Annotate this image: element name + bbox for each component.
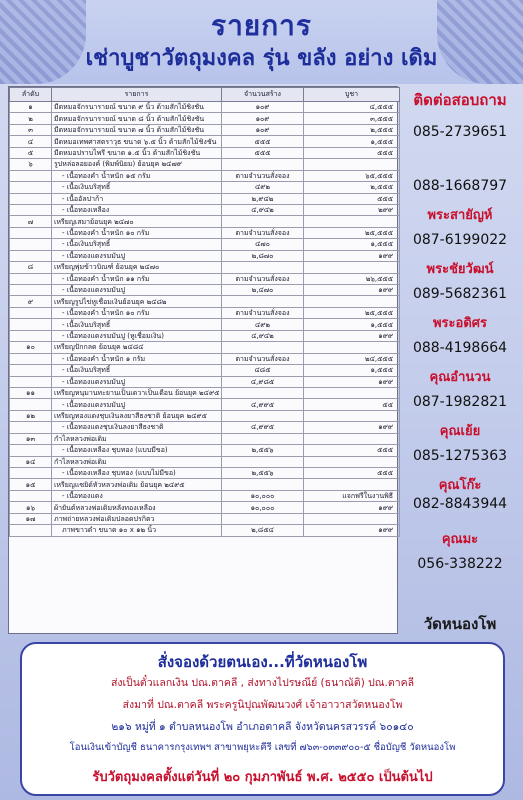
contact-phone[interactable]: 082-8843944 <box>412 496 508 512</box>
table-row <box>10 250 400 261</box>
cell-qty: ๔,๙๙๕ <box>222 399 304 410</box>
cell-qty <box>222 479 304 490</box>
cell-no <box>10 365 52 376</box>
cell-no <box>10 239 52 250</box>
cell-item: - เนื้อทองคำ น้ำหนัก ๑๐ กรัม <box>52 227 222 238</box>
cell-item: - เนื้อทองแดงชุบเงินลงยาสีธงชาติ <box>52 422 222 433</box>
header-banner <box>0 0 523 84</box>
cell-qty: ๒,๙๔๒ <box>222 193 304 204</box>
table-row <box>10 456 400 467</box>
cell-item: ผ้ายันต์หลวงพ่อเดิมหลังทองเหลือง <box>52 502 222 513</box>
table-row <box>10 296 400 307</box>
cell-no <box>10 376 52 387</box>
footer-heading: สั่งจองด้วยตนเอง...ที่วัดหนองโพ <box>157 653 368 671</box>
table-row <box>10 490 400 501</box>
contact-name: คุณอำนวน <box>429 370 491 385</box>
cell-qty <box>222 159 304 170</box>
footer-bank-account: โอนเงินเข้าบัญชี ธนาคารกรุงเทพฯ สาขาพยุหะคีรี เลขที่ ๗๖๓-๐๓๓๙๐๐-๕ ชื่อบัญชี วัดหนองโพ <box>69 742 456 753</box>
cell-price: ๑๙๙ <box>304 502 400 513</box>
cell-item: เหรียญพุ่มข้าวบิณฑ์ ย้อนยุค ๒๔๗๐ <box>52 262 222 273</box>
cell-price: ๒,๕๕๕ <box>304 124 400 135</box>
cell-qty: ตามจำนวนสั่งจอง <box>222 273 304 284</box>
temple-name: วัดหนองโพ <box>423 615 497 633</box>
table-row <box>10 525 400 536</box>
cell-no: ๑๗ <box>10 513 52 524</box>
table-row <box>10 479 400 490</box>
column-header-qty: จำนวนสร้าง <box>222 88 304 102</box>
cell-item: - เนื้อเงินบริสุทธิ์ <box>52 319 222 330</box>
cell-price: ๒๕,๕๕๕ <box>304 307 400 318</box>
cell-no <box>10 422 52 433</box>
cell-item: เหรียญแซยิด์หัวหลวงพ่อเดิม ย้อนยุค ๒๔๙๕ <box>52 479 222 490</box>
cell-item: กำไลหลวงพ่อเดิม <box>52 433 222 444</box>
cell-item: มีดหมอเทพศาสตราวุธ ขนาด ๖.๕ นิ้ว ด้ามสักไม้ชิงชัน <box>52 136 222 147</box>
cell-no <box>10 170 52 181</box>
contact-phone[interactable]: 085-2739651 <box>412 124 508 140</box>
cell-item: - เนื้อทองแดง <box>52 490 222 501</box>
table-row <box>10 102 400 113</box>
cell-qty: ตามจำนวนสั่งจอง <box>222 170 304 181</box>
table-row <box>10 159 400 170</box>
cell-item: - เนื้อทองเหลือง ชุบทอง (แบบไม่มีขอ) <box>52 468 222 479</box>
cell-item: เหรียญหนุมานทะยานเป็นเดวาเป็นเดือน ย้อนยุค ๒๔๙๕ <box>52 387 222 398</box>
cell-item: - เนื้อทองแดงรมมันปู <box>52 399 222 410</box>
cell-qty: ๒,๔๗๐ <box>222 285 304 296</box>
cell-qty <box>222 387 304 398</box>
cell-qty: ๒,๘๕๔ <box>222 525 304 536</box>
table-row <box>10 147 400 158</box>
cell-qty: ๒,๕๕๖ <box>222 445 304 456</box>
table-row <box>10 353 400 364</box>
cell-qty <box>222 456 304 467</box>
table-body <box>10 102 400 537</box>
cell-qty: ๑๐,๐๐๐ <box>222 490 304 501</box>
cell-item: - เนื้อทองแดงรมมันปู <box>52 250 222 261</box>
contact-name: พระสายัญห์ <box>427 208 493 223</box>
cell-price <box>304 296 400 307</box>
cell-no <box>10 273 52 284</box>
cell-qty <box>222 410 304 421</box>
cell-no <box>10 250 52 261</box>
cell-price <box>304 479 400 490</box>
cell-qty <box>222 433 304 444</box>
cell-qty: ๔๙๒ <box>222 182 304 193</box>
contact-name: พระอดิศร <box>432 316 488 331</box>
column-header-item: รายการ <box>52 88 222 102</box>
cell-item: มีดหมอจักรนารายณ์ ขนาด ๗ นิ้ว ด้ามสักไม้ชิงชัน <box>52 124 222 135</box>
table-row <box>10 422 400 433</box>
cell-qty: ๔,๙๔๒ <box>222 204 304 215</box>
contacts-panel <box>400 86 520 634</box>
cell-price: ๑๙๙ <box>304 250 400 261</box>
table-row <box>10 342 400 353</box>
table-row <box>10 273 400 284</box>
cell-item: - เนื้อทองคำ น้ำหนัก ๑๑ กรัม <box>52 273 222 284</box>
cell-item: - เนื้อทองคำ น้ำหนัก ๑๕ กรัม <box>52 170 222 181</box>
table-row <box>10 307 400 318</box>
table-row <box>10 433 400 444</box>
cell-price <box>304 262 400 273</box>
page-title: รายการ <box>211 9 312 42</box>
cell-price: ๒๙๙ <box>304 204 400 215</box>
cell-price: ๕๕๕ <box>304 468 400 479</box>
cell-qty: ๔๙๒ <box>222 319 304 330</box>
contact-name: คุณเย้ย <box>439 424 481 439</box>
cell-price: ๒๖,๕๕๕ <box>304 273 400 284</box>
contact-name: คุณโก๊ะ <box>438 478 482 493</box>
cell-price: ๒๔,๕๕๕ <box>304 353 400 364</box>
cell-price <box>304 456 400 467</box>
cell-no: ๘ <box>10 262 52 273</box>
cell-price: ๕๕๕ <box>304 193 400 204</box>
cell-no <box>10 330 52 341</box>
cell-price: ๑๙๙ <box>304 376 400 387</box>
cell-no <box>10 227 52 238</box>
table-row <box>10 319 400 330</box>
table-row <box>10 239 400 250</box>
table-row <box>10 330 400 341</box>
contact-name: คุณมะ <box>441 532 479 547</box>
cell-qty <box>222 342 304 353</box>
cell-price: ๒๕,๕๕๕ <box>304 227 400 238</box>
cell-qty: ๔,๙๘๕ <box>222 376 304 387</box>
cell-item: - เนื้อทองคำ น้ำหนัก ๑ กรัม <box>52 353 222 364</box>
cell-item: มีดหมอจักรนารายณ์ ขนาด ๘ นิ้ว ด้ามสักไม้ชิงชัน <box>52 113 222 124</box>
table-row <box>10 124 400 135</box>
cell-no: ๑๒ <box>10 410 52 421</box>
table-row <box>10 182 400 193</box>
footer-address: ๒๑๖ หมู่ที่ ๑ ตำบลหนองโพ อำเภอตาคลี จังหวัดนครสวรรค์ ๖๐๑๔๐ <box>111 721 414 733</box>
cell-no <box>10 204 52 215</box>
cell-item: เหรียญปักกลด ย้อนยุค ๒๔๘๔ <box>52 342 222 353</box>
ordering-info-box <box>20 642 505 796</box>
cell-qty <box>222 513 304 524</box>
cell-no: ๑๖ <box>10 502 52 513</box>
contact-phone[interactable]: 088-4198664 <box>412 340 508 356</box>
cell-price: ๔,๕๕๕ <box>304 102 400 113</box>
table-row <box>10 365 400 376</box>
cell-no <box>10 182 52 193</box>
cell-no <box>10 468 52 479</box>
table-row <box>10 262 400 273</box>
table-row <box>10 204 400 215</box>
cell-qty: ตามจำนวนสั่งจอง <box>222 227 304 238</box>
cell-price: ๑๙๙ <box>304 422 400 433</box>
cell-price: ๑,๕๕๕ <box>304 319 400 330</box>
cell-item: รูปหล่อลอยองค์ (พิมพ์นิยม) ย้อนยุค ๒๔๗๙ <box>52 159 222 170</box>
cell-item: - เนื้อทองเหลือง <box>52 204 222 215</box>
cell-no <box>10 399 52 410</box>
cell-item: - เนื้อทองแดงรมมันปู <box>52 285 222 296</box>
cell-no: ๙ <box>10 296 52 307</box>
table-row <box>10 399 400 410</box>
contact-phone[interactable]: 087-1982821 <box>412 394 508 410</box>
table-row <box>10 410 400 421</box>
contact-phone[interactable]: 089-5682361 <box>412 286 508 302</box>
cell-item: - เนื้อทองแดงรมมันปู (หูเชื่อมเงิน) <box>52 330 222 341</box>
cell-item: มีดหมอปราบไพรี ขนาด ๑.๕ นิ้ว ด้ามสักไม้ชิงชัน <box>52 147 222 158</box>
contact-phone[interactable]: 088-1668797 <box>412 178 508 194</box>
cell-price <box>304 159 400 170</box>
cell-price: ๑,๕๕๕ <box>304 365 400 376</box>
column-header-price: บูชา <box>304 88 400 102</box>
cell-item: - เนื้อเงินบริสุทธิ์ <box>52 239 222 250</box>
cell-price <box>304 410 400 421</box>
cell-no: ๗ <box>10 216 52 227</box>
cell-no: ๔ <box>10 136 52 147</box>
cell-item: เหรียญเสมาย้อนยุค ๒๔๗๐ <box>52 216 222 227</box>
cell-qty: ๔๗๐ <box>222 239 304 250</box>
cell-item: ภาพถ่ายหลวงพ่อเดิมปลอดปรกิตว <box>52 513 222 524</box>
column-header-no: ลำดับ <box>10 88 52 102</box>
cell-qty: ๑๐,๐๐๐ <box>222 502 304 513</box>
cell-qty: ๔,๙๔๒ <box>222 330 304 341</box>
cell-qty: ๒,๕๕๖ <box>222 468 304 479</box>
cell-item: มีดหมอจักรนารายณ์ ขนาด ๙ นิ้ว ด้ามสักไม้ชิงชัน <box>52 102 222 113</box>
table-header-row <box>10 88 400 102</box>
cell-no: ๓ <box>10 124 52 135</box>
cell-qty <box>222 216 304 227</box>
cell-item: - เนื้อทองแดงรมมันปู <box>52 376 222 387</box>
cell-no <box>10 307 52 318</box>
footer-pickup-date: รับวัตถุมงคลตั้งแต่วันที่ ๒๐ กุมภาพันธ์ พ.ศ. ๒๕๕๐ เป็นต้นไป <box>92 770 433 785</box>
table-row <box>10 387 400 398</box>
cell-qty <box>222 262 304 273</box>
cell-item: - เนื้อเงินบริสุทธิ์ <box>52 365 222 376</box>
contacts-title: ติดต่อสอบถาม <box>413 91 507 109</box>
cell-no: ๖ <box>10 159 52 170</box>
cell-no: ๑๑ <box>10 387 52 398</box>
cell-no <box>10 525 52 536</box>
cell-price: ๑,๕๕๕ <box>304 136 400 147</box>
contact-phone[interactable]: 085-1275363 <box>412 448 508 464</box>
cell-item: เหรียญทองแดงชุบเงินลงยาสีธงชาติ ย้อนยุค ๒๔๙๕ <box>52 410 222 421</box>
cell-price <box>304 433 400 444</box>
cell-no: ๒ <box>10 113 52 124</box>
price-table-container <box>8 86 398 634</box>
table-row <box>10 468 400 479</box>
table-row <box>10 193 400 204</box>
contact-name: พระชัยวัฒน์ <box>426 262 494 277</box>
table-row <box>10 170 400 181</box>
table-row <box>10 445 400 456</box>
table-row <box>10 216 400 227</box>
cell-qty: ตามจำนวนสั่งจอง <box>222 353 304 364</box>
cell-no <box>10 490 52 501</box>
page-subtitle: เช่าบูชาวัตถุมงคล รุ่น ขลัง อย่าง เดิม <box>85 46 438 71</box>
footer-payment-methods: ส่งเป็นตั๋วแลกเงิน ปณ.ตาคลี , ส่งทางไปรษณีย์ (ธนาณัติ) ปณ.ตาคลี <box>110 677 415 689</box>
cell-no: ๑๕ <box>10 479 52 490</box>
cell-qty: ๑๐๙ <box>222 113 304 124</box>
cell-no <box>10 193 52 204</box>
cell-price: ๕๕๕ <box>304 147 400 158</box>
cell-price <box>304 342 400 353</box>
cell-item: - เนื้ออัลปาก้า <box>52 193 222 204</box>
footer-recipient: ส่งมาที่ ปณ.ตาคลี พระครูนิปุณพัฒนวงศ์ เจ้าอาวาสวัดหนองโพ <box>122 699 403 711</box>
cell-no: ๑๓ <box>10 433 52 444</box>
cell-item: - เนื้อทองคำ น้ำหนัก ๑๐ กรัม <box>52 307 222 318</box>
cell-no <box>10 285 52 296</box>
cell-item: - เนื้อเงินบริสุทธิ์ <box>52 182 222 193</box>
cell-price: ๒,๕๕๕ <box>304 182 400 193</box>
table-row <box>10 502 400 513</box>
cell-item: ภาพขาวดำ ขนาด ๑๐ x ๑๒ นิ้ว <box>52 525 222 536</box>
cell-price <box>304 513 400 524</box>
cell-item: - เนื้อทองเหลือง ชุบทอง (แบบมีขอ) <box>52 445 222 456</box>
cell-no: ๕ <box>10 147 52 158</box>
table-row <box>10 376 400 387</box>
cell-no: ๑ <box>10 102 52 113</box>
cell-qty: ๕๕๕ <box>222 136 304 147</box>
cell-no <box>10 445 52 456</box>
cell-price: ๕๕๕ <box>304 445 400 456</box>
cell-item: เหรียญรูปไข่หูเชื่อมเงินย้อนยุค ๒๔๘๒ <box>52 296 222 307</box>
table-row <box>10 227 400 238</box>
cell-item: กำไลหลวงพ่อเดิม <box>52 456 222 467</box>
cell-qty: ๑๐๙ <box>222 124 304 135</box>
cell-no <box>10 319 52 330</box>
table-row <box>10 513 400 524</box>
cell-price: ๑๙๙ <box>304 330 400 341</box>
contact-phone[interactable]: 087-6199022 <box>412 232 508 248</box>
cell-qty: ๕๕๕ <box>222 147 304 158</box>
cell-no <box>10 353 52 364</box>
cell-qty: ตามจำนวนสั่งจอง <box>222 307 304 318</box>
cell-qty: ๒,๘๗๐ <box>222 250 304 261</box>
table-row <box>10 113 400 124</box>
cell-price: แจกฟรีในงานพิธี <box>304 490 400 501</box>
cell-qty: ๔๘๕ <box>222 365 304 376</box>
cell-price <box>304 387 400 398</box>
cell-qty <box>222 296 304 307</box>
table-row <box>10 285 400 296</box>
cell-price: ๑๙๙ <box>304 525 400 536</box>
contact-phone[interactable]: 056-338222 <box>417 556 503 572</box>
cell-price: ๕๕ <box>304 399 400 410</box>
cell-price: ๑๙๙ <box>304 285 400 296</box>
table-row <box>10 136 400 147</box>
cell-price: ๑,๕๕๕ <box>304 239 400 250</box>
cell-price <box>304 216 400 227</box>
cell-price: ๓,๕๕๕ <box>304 113 400 124</box>
cell-price: ๖๕,๕๕๕ <box>304 170 400 181</box>
price-table <box>9 87 400 537</box>
cell-no: ๑๔ <box>10 456 52 467</box>
cell-qty: ๔,๙๙๕ <box>222 422 304 433</box>
cell-no: ๑๐ <box>10 342 52 353</box>
cell-qty: ๑๐๙ <box>222 102 304 113</box>
